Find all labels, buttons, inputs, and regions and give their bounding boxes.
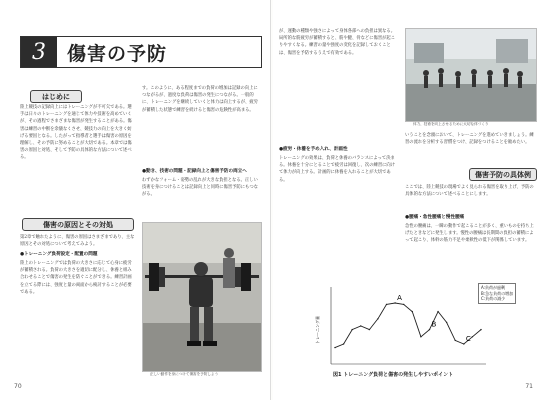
bullet-fatigue-text: トレーニングの効果は、負荷と休養のバランスによって決まる。休養を十分にとることで疲労は回復し、次の練習に向けて体力が向上する。計画的に休養を入れることが大切である。 bbox=[279, 156, 396, 183]
legend-item-b: B:急な負荷の増加 bbox=[481, 290, 514, 296]
weightlifting-photo bbox=[142, 222, 262, 372]
data-point bbox=[403, 304, 404, 305]
data-point bbox=[360, 325, 361, 326]
data-point bbox=[343, 343, 344, 344]
data-point bbox=[420, 336, 421, 337]
legend-item-a: A:負荷が過剰 bbox=[481, 285, 506, 290]
chapter-number: 3 bbox=[21, 37, 57, 67]
prevention-heading: 傷害予防の具体例 bbox=[469, 168, 537, 181]
chapter-title: 傷害の予防 bbox=[67, 42, 168, 65]
data-point bbox=[463, 343, 464, 344]
data-point bbox=[334, 347, 335, 348]
data-point bbox=[394, 302, 395, 303]
left-page-number: 70 bbox=[14, 383, 22, 390]
data-point bbox=[437, 311, 438, 312]
prevention-intro: ここでは、陸上競技の現場でよく見られる傷害を取り上げ、予防の具体的な方法について述べることにします。 bbox=[405, 185, 534, 198]
intro-text: 陸上競技の記録向上にはトレーニングが不可欠である。選手は日々のトレーニングを通じて体力や技術を高めていくが、その過程でさまざまな傷害が発生することがある。傷害は練習の中断を余儀なくさせ、競技力の向上を大きく妨げる要因となる。したがって指導者と選手は傷害の原因を理解し、その予防に努めることが大切である。本章では傷害の原因と対処、そして予防の具体的な方法について述べる。 bbox=[20, 105, 132, 161]
data-point bbox=[386, 304, 387, 305]
intro-heading: はじめに bbox=[30, 90, 82, 103]
data-point bbox=[369, 329, 370, 330]
right-page-number: 71 bbox=[525, 383, 533, 390]
training-load-line bbox=[335, 303, 481, 348]
data-point bbox=[472, 336, 473, 337]
track-photo bbox=[405, 28, 537, 122]
bullet-fatigue: ●疲労・休養を予め入れ、計画性 bbox=[279, 147, 348, 152]
right-col1-text: が、運動の種類や強さによって身体各部への負担は異なる。局所的な筋疲労が蓄積すると、筋や腱、骨などに傷害が起こりやすくなる。練習の量や強度の変化を記録しておくことは、傷害を予防するうえで有効である。 bbox=[279, 29, 396, 56]
left-page bbox=[0, 0, 271, 400]
data-point bbox=[412, 311, 413, 312]
legend-item-c: C:負荷の減少 bbox=[481, 296, 506, 301]
left-photo-caption: 正しい動作を身につけて傷害を予防しよう bbox=[150, 372, 219, 376]
data-point bbox=[455, 340, 456, 341]
chart-annotation-a: A bbox=[397, 293, 402, 302]
chart-annotation-c: C bbox=[465, 335, 471, 343]
data-point bbox=[429, 329, 430, 330]
chart-caption: 図1 トレーニング負荷と傷害の発生しやすいポイント bbox=[333, 372, 454, 378]
data-point bbox=[446, 322, 447, 323]
chapter-header bbox=[20, 36, 262, 68]
data-point bbox=[351, 329, 352, 330]
bullet-back-pain: ●腰痛・急性腰痛と慢性腰痛 bbox=[405, 215, 465, 220]
left-col2-text: す。このように、ある程度までの負荷の増加は記録の向上につながるが、過度な負荷は傷害の発生につながる。一般的に、トレーニングを継続していくと体力は向上するが、疲労が蓄積した状態で練習を続けると傷害の危険性が高まる。 bbox=[142, 86, 258, 113]
bullet-load-text: 陸上のトレーニングでは負荷の大きさに応じて心身に疲労が蓄積される。負荷の大きさを適切に配分し、休養と組み合わせることで傷害の発生を防ぐことができる。練習計画を立てる際には、強度と量の両面から検討することが必要である。 bbox=[20, 261, 132, 295]
right-col2-text: いうことを念頭において、トレーニングを進めていきましょう。練習の流れを分析する習慣をつけ、記録をつけることを勧めたい。 bbox=[405, 133, 534, 146]
section-heading: 傷害の原因とその対処 bbox=[22, 218, 134, 231]
right-page bbox=[273, 0, 545, 400]
bullet-load-setting: ●トレーニング負荷設定・配置の問題 bbox=[20, 252, 98, 257]
bullet-technique-text: わずかなフォーム・姿勢の乱れが大きな負担となる。正しい技術を身につけることは記録向上と同時に傷害予防にもつながる。 bbox=[142, 178, 258, 198]
y-axis-label: トレーニング量 bbox=[315, 316, 320, 344]
chart-legend bbox=[478, 283, 516, 304]
bullet-back-pain-text: 急性の腰痛は、一瞬の動作で起こることが多く、重いものを持ち上げたときなどに発生します。慢性の腰痛は長期間の負担の蓄積によって起こり、体幹の筋力不足や柔軟性の低下が関係しています。 bbox=[405, 224, 534, 244]
bullet-technique: ●動き、技術の問題・記録向上と傷害予防の両立へ bbox=[142, 169, 247, 174]
right-photo-caption: 体力、技術を向上させるために大切な体づくり bbox=[413, 122, 489, 126]
data-point bbox=[480, 329, 481, 330]
data-point bbox=[377, 318, 378, 319]
section-text: 第2章で触れたように、傷害の原因はさまざまであり、主な原因とその対処について考えてみよう。 bbox=[20, 235, 135, 248]
chart-annotation-b: B bbox=[431, 320, 437, 329]
